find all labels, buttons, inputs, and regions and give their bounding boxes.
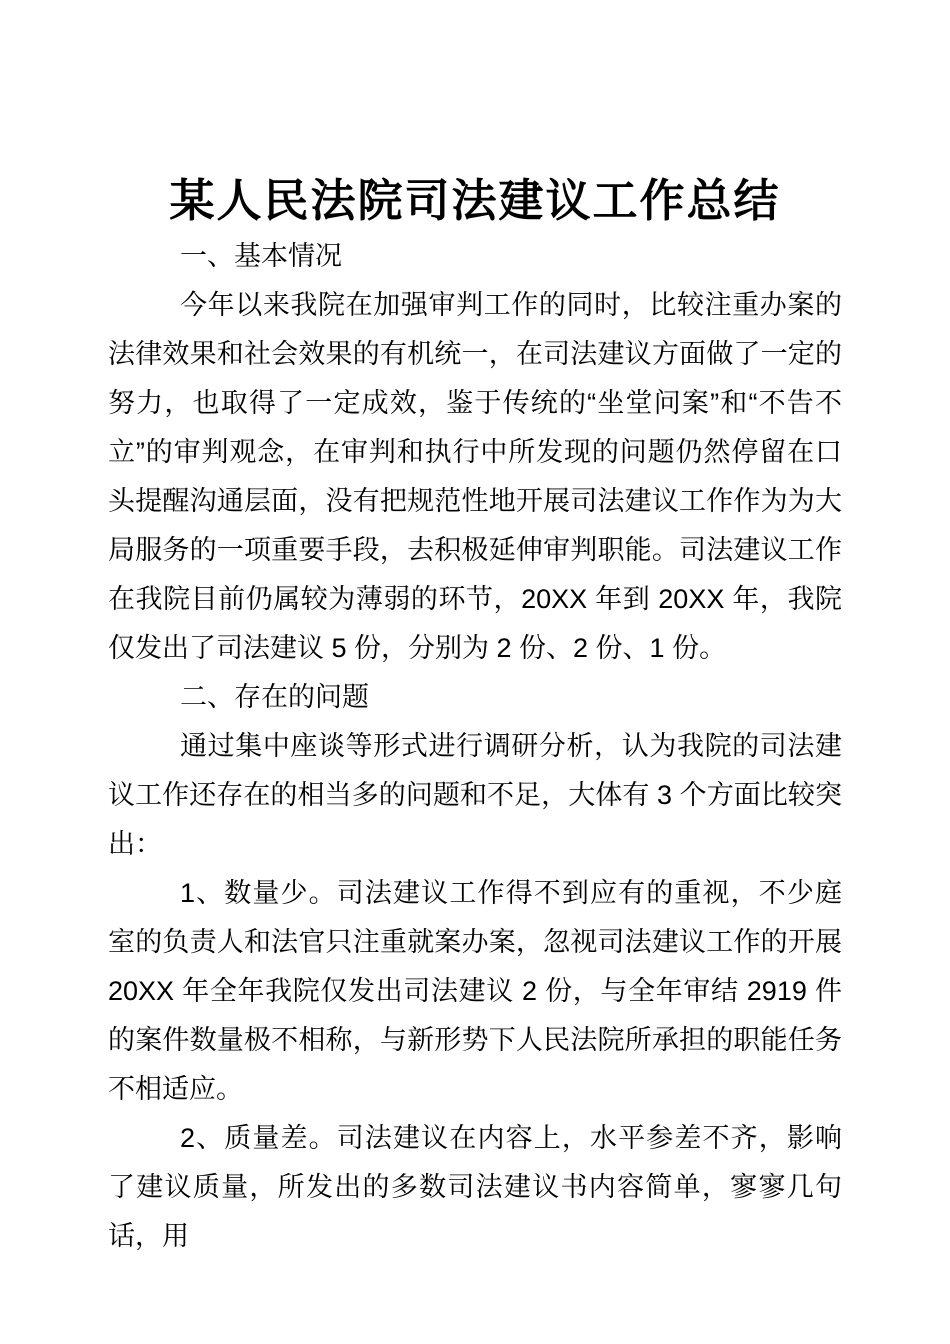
paragraph-basic-situation: 今年以来我院在加强审判工作的同时，比较注重办案的法律效果和社会效果的有机统一，在司法建议方面做了一定的努力，也取得了一定成效，鉴于传统的“坐堂问案”和“不告不立”的审判观念，在审判和执行中所发现的问题仍然停留在口头提醒沟通层面，没有把规范性地开展司法建议工作作为为大局服务的一项重要手段，去积极延伸审判职能。司法建议工作在我院目前仍属较为薄弱的环节，20XX 年到 20XX 年，我院仅发出了司法建议 5 份，分别为 2 份、2 份、1 份。 xyxy=(108,290,842,663)
document-body xyxy=(108,232,842,1261)
section-heading-existing-problems: 二、存在的问题 xyxy=(180,682,369,712)
document-title: 某人民法院司法建议工作总结 xyxy=(169,176,781,226)
paragraph-problem-2-quality: 2、质量差。司法建议在内容上，水平参差不齐，影响了建议质量，所发出的多数司法建议书内容简单，寥寥几句话，用 xyxy=(108,1123,842,1251)
paragraph-problems-intro: 通过集中座谈等形式进行调研分析，认为我院的司法建议工作还存在的相当多的问题和不足，大体有 3 个方面比较突出： xyxy=(108,731,842,859)
paragraph-problem-1-quantity: 1、数量少。司法建议工作得不到应有的重视，不少庭室的负责人和法官只注重就案办案，忽视司法建议工作的开展 20XX 年全年我院仅发出司法建议 2 份，与全年审结 2919 件的案件数量极不相称，与新形势下人民法院所承担的职能任务不相适应。 xyxy=(108,878,842,1104)
section-heading-basic-situation: 一、基本情况 xyxy=(180,241,342,271)
